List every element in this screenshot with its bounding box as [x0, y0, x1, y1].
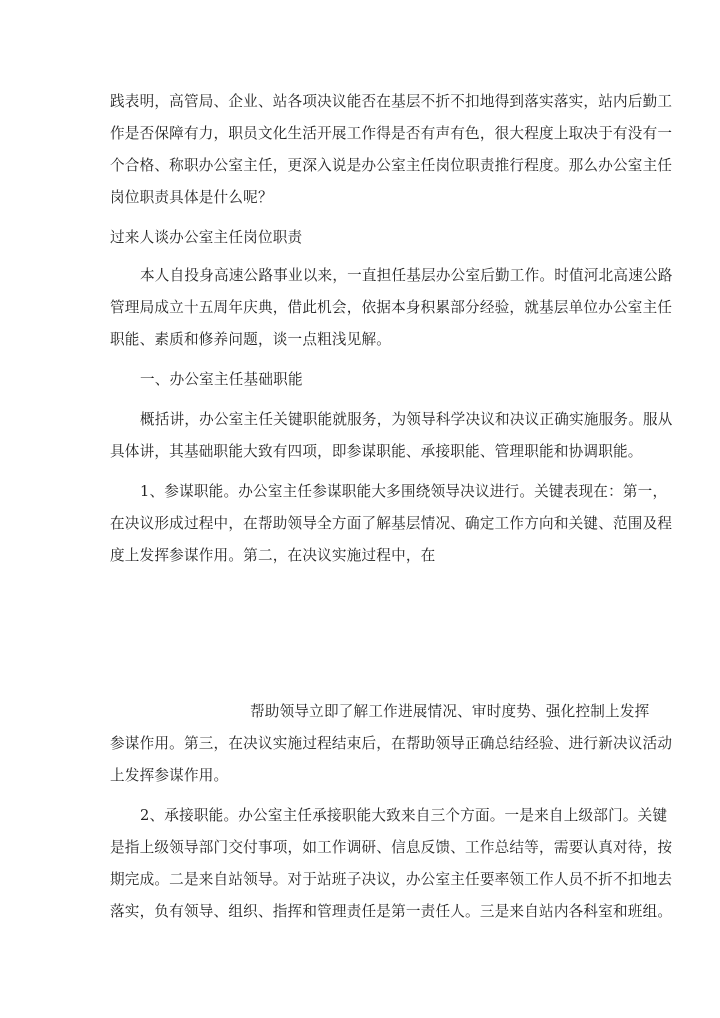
para4-line-4: 落实，负有领导、组织、指挥和管理责任是第一责任人。三是来自站内各科室和班组。: [110, 903, 673, 920]
para2-line-2: 具体讲，其基础职能大致有四项，即参谋职能、承接职能、管理职能和协调职能。: [110, 443, 643, 460]
para4-line-1: 2、承接职能。办公室主任承接职能大致来自三个方面。一是来自上级部门。关键: [140, 807, 668, 824]
para1-line-3: 职能、素质和修养问题，谈一点粗浅见解。: [110, 331, 392, 348]
para4-line-3: 期完成。二是来自站领导。对于站班子决议，办公室主任要率领工作人员不折不扣地去: [110, 871, 673, 888]
intro-line-4: 岗位职责具体是什么呢？: [110, 189, 273, 206]
para3-cont-line-1: 帮助领导立即了解工作进展情况、审时度势、强化控制上发挥: [250, 703, 650, 720]
para3-line-2: 在决议形成过程中，在帮助领导全方面了解基层情况、确定工作方向和关键、范围及程: [110, 515, 673, 532]
article-heading: 过来人谈办公室主任岗位职责: [110, 229, 303, 246]
intro-line-2: 作是否保障有力，职员文化生活开展工作得是否有声有色，很大程度上取决于有没有一: [110, 125, 673, 142]
section1-title: 一、办公室主任基础职能: [140, 371, 303, 388]
para3-cont-line-3: 上发挥参谋作用。: [110, 767, 229, 784]
intro-line-1: 践表明，高管局、企业、站各项决议能否在基层不折不扣地得到落实落实，站内后勤工: [110, 93, 673, 110]
para4-line-2: 是指上级领导部门交付事项，如工作调研、信息反馈、工作总结等，需要认真对待，按: [110, 839, 673, 856]
para3-line-1: 1、参谋职能。办公室主任参谋职能大多围绕领导决议进行。关键表现在：第一，: [140, 483, 668, 500]
para1-line-1: 本人自投身高速公路事业以来，一直担任基层办公室后勤工作。时值河北高速公路: [140, 267, 673, 284]
intro-line-3: 个合格、称职办公室主任，更深入说是办公室主任岗位职责推行程度。那么办公室主任: [110, 157, 673, 174]
para3-line-3: 度上发挥参谋作用。第二，在决议实施过程中，在: [110, 547, 436, 564]
para2-line-1: 概括讲，办公室主任关键职能就服务，为领导科学决议和决议正确实施服务。服从: [140, 411, 673, 428]
para1-line-2: 管理局成立十五周年庆典，借此机会，依据本身积累部分经验，就基层单位办公室主任: [110, 299, 673, 316]
para3-cont-line-2: 参谋作用。第三，在决议实施过程结束后，在帮助领导正确总结经验、进行新决议活动: [110, 735, 673, 752]
